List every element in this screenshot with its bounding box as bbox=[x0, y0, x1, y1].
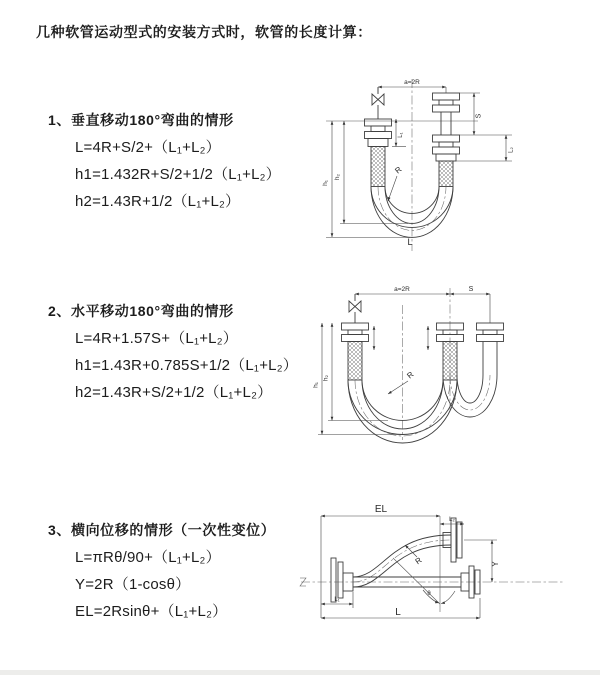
dim-label-l: L bbox=[407, 237, 413, 247]
dimension-span bbox=[355, 286, 450, 294]
dimension-l2 bbox=[440, 517, 464, 524]
left-hose bbox=[371, 147, 385, 187]
middle-hose bbox=[443, 342, 457, 381]
radius-leader bbox=[405, 545, 424, 566]
dim-label-l2: L₂ bbox=[508, 147, 515, 153]
dim-label-h1: h₁ bbox=[312, 382, 320, 388]
section-2-formula-l: L=4R+1.57S+（L₁+L₂） bbox=[75, 330, 238, 347]
valve-icon bbox=[372, 87, 384, 119]
dim-label-span: a=2R bbox=[394, 286, 410, 293]
dimension-l1 bbox=[392, 119, 406, 147]
section-1 bbox=[48, 112, 281, 210]
dimension-l bbox=[321, 598, 480, 618]
dim-label-l: L bbox=[395, 607, 401, 618]
u-bend-right bbox=[443, 375, 497, 417]
diagram-lateral-displacement bbox=[293, 496, 600, 650]
dimension-s bbox=[460, 93, 513, 135]
section-3-formula-el: EL=2Rsinθ+（L₁+L₂） bbox=[75, 603, 228, 620]
dim-label-s: S bbox=[475, 113, 483, 119]
diagram-vertical-move-180-bend bbox=[310, 73, 600, 263]
dim-label-l1: L₁ bbox=[334, 597, 340, 603]
dim-label-el: EL bbox=[374, 504, 388, 515]
dim-label-l2: L₂ bbox=[449, 517, 455, 523]
valve-icon bbox=[349, 294, 361, 323]
angle-theta bbox=[423, 590, 455, 604]
dimension-l1 bbox=[321, 592, 353, 608]
left-fitting bbox=[342, 323, 369, 380]
dim-label-r: R bbox=[413, 555, 424, 567]
section-3-heading: 3、横向位移的情形（一次性变位） bbox=[48, 522, 276, 538]
section-2-formula-h1: h1=1.43R+0.785S+1/2（L₁+L₂） bbox=[75, 357, 298, 374]
middle-fitting bbox=[437, 323, 464, 380]
dim-label-y: Y bbox=[491, 561, 500, 567]
right-hose bbox=[439, 161, 453, 187]
section-1-formula-l: L=4R+S/2+（L₁+L₂） bbox=[75, 139, 221, 156]
page-title: 几种软管运动型式的安装方式时，软管的长度计算： bbox=[36, 24, 372, 40]
dim-label-h1: h₁ bbox=[322, 180, 329, 186]
dim-label-r: R bbox=[393, 164, 404, 176]
right-fitting bbox=[433, 93, 460, 187]
dim-label-theta: θ bbox=[427, 591, 431, 597]
left-hose bbox=[348, 342, 362, 381]
dimension-l2 bbox=[456, 135, 515, 161]
centerlines bbox=[300, 578, 565, 586]
section-2-formula-h2: h2=1.43R+S/2+1/2（L₁+L₂） bbox=[75, 384, 273, 401]
fitting-length-dims bbox=[374, 326, 428, 350]
section-1-heading: 1、垂直移动180°弯曲的情形 bbox=[48, 112, 234, 128]
dim-label-l1: L₁ bbox=[398, 132, 404, 138]
section-2-heading: 2、水平移动180°弯曲的情形 bbox=[48, 303, 234, 319]
section-3-formula-y: Y=2R（1-cosθ） bbox=[75, 576, 191, 593]
left-fitting bbox=[365, 119, 392, 187]
dim-label-s: S bbox=[468, 286, 474, 293]
section-3-formula-l: L=πRθ/90+（L₁+L₂） bbox=[75, 549, 221, 566]
section-3 bbox=[48, 522, 275, 620]
radius-leader bbox=[388, 165, 404, 201]
section-1-formula-h2: h2=1.43R+1/2（L₁+L₂） bbox=[75, 193, 241, 210]
diagram-horizontal-move-180-bend bbox=[308, 280, 600, 460]
dimension-s bbox=[450, 286, 490, 323]
left-flange bbox=[331, 558, 353, 602]
radius-leader bbox=[388, 370, 416, 394]
right-fitting bbox=[477, 323, 504, 375]
dim-label-r: R bbox=[405, 369, 416, 381]
page-bottom-edge bbox=[0, 670, 600, 675]
s-curve-hose bbox=[353, 535, 451, 587]
dim-label-h2: h₂ bbox=[322, 374, 330, 382]
section-2 bbox=[48, 303, 298, 401]
dim-label-h2: h₂ bbox=[334, 173, 341, 181]
section-1-formula-h1: h1=1.432R+S/2+1/2（L₁+L₂） bbox=[75, 166, 281, 183]
dim-label-span: a=2R bbox=[404, 79, 420, 86]
